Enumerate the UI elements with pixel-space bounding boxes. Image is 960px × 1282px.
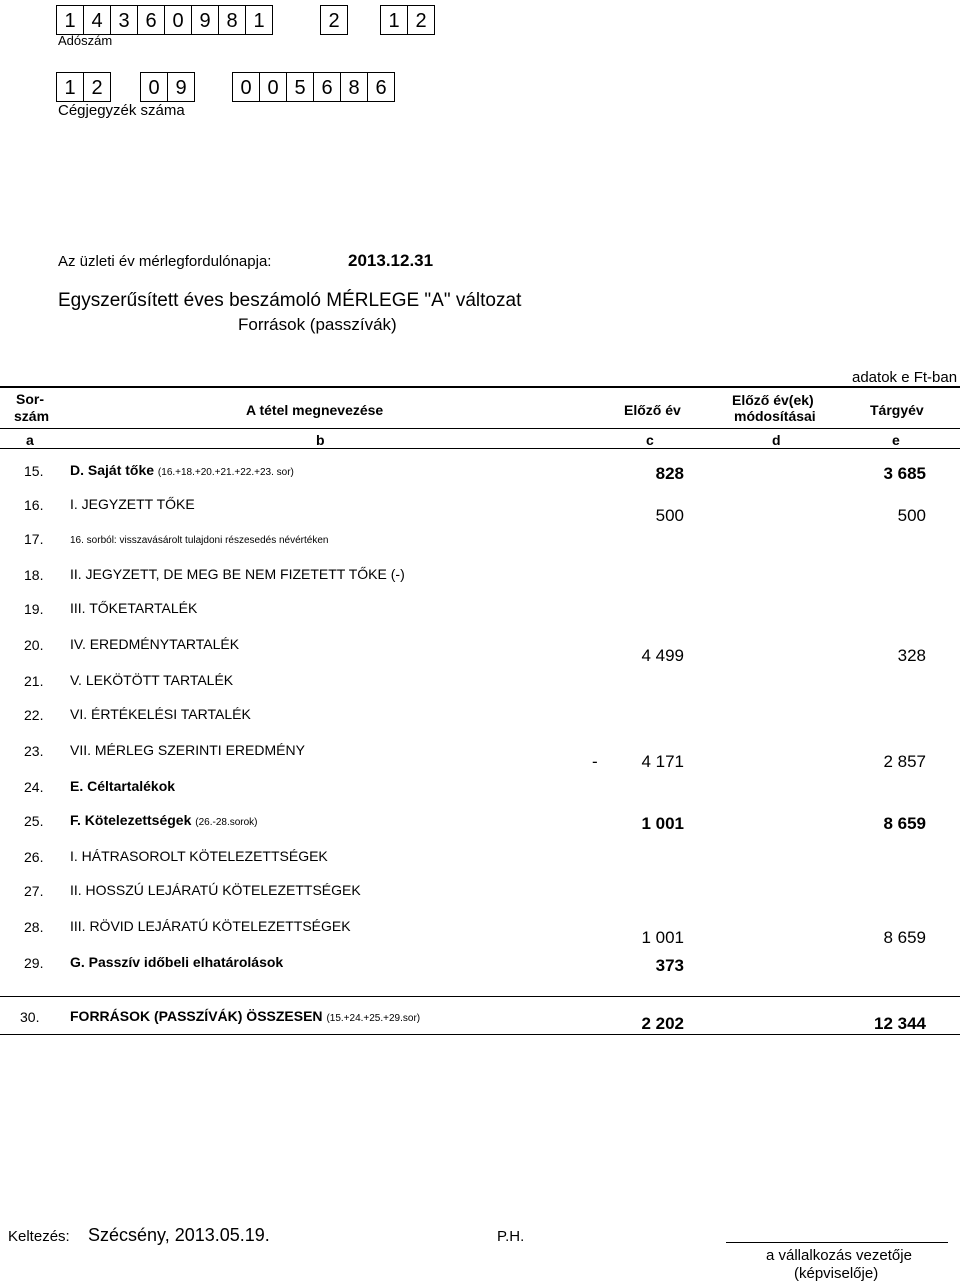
cegjegyzek-group-3 — [232, 72, 395, 102]
row-small-label: (26.-28.sorok) — [195, 817, 258, 828]
page-title: Egyszerűsített éves beszámoló MÉRLEGE "A" változat — [58, 290, 522, 311]
row-cur-value: 8 659 — [883, 814, 926, 833]
row-label — [70, 954, 283, 970]
adoszam-group-2 — [320, 5, 348, 35]
table-row — [0, 668, 960, 702]
letter-e: e — [892, 432, 900, 448]
table-row — [0, 492, 960, 526]
total-small-label: (15.+24.+25.+29.sor) — [326, 1013, 421, 1024]
adoszam-group-3 — [380, 5, 435, 35]
row-prev-value: 828 — [655, 464, 684, 483]
row-label — [70, 882, 361, 898]
row-cur-value: 500 — [897, 506, 926, 525]
adoszam-digit: 2 — [320, 5, 348, 35]
adoszam-digit: 9 — [191, 5, 219, 35]
row-number: 18. — [24, 567, 44, 583]
cegjegyzek-digit: 1 — [56, 72, 84, 102]
unit-note: adatok e Ft-ban — [852, 369, 958, 386]
row-number: 24. — [24, 779, 44, 795]
row-cur-value: 328 — [897, 646, 926, 665]
cegjegyzek-label: Cégjegyzék száma — [58, 102, 185, 119]
row-item-label: I. HÁTRASOROLT KÖTELEZETTSÉGEK — [70, 848, 328, 864]
row-item-label: VI. ÉRTÉKELÉSI TARTALÉK — [70, 706, 251, 722]
row-number: 21. — [24, 673, 44, 689]
table-row — [0, 914, 960, 948]
adoszam-digit: 1 — [245, 5, 273, 35]
cegjegyzek-digit: 9 — [167, 72, 195, 102]
row-prev-value: 1 001 — [641, 814, 684, 833]
row-label — [70, 462, 294, 478]
row-label — [70, 530, 328, 546]
adoszam-label: Adószám — [58, 33, 113, 48]
letter-c: c — [646, 432, 654, 448]
row-prev-value: 500 — [655, 506, 684, 525]
signature-line — [726, 1242, 948, 1243]
letter-a: a — [26, 432, 34, 448]
table-row — [0, 774, 960, 808]
row-prev-value: 4 171 — [641, 752, 684, 771]
row-number: 15. — [24, 463, 44, 479]
adoszam-digit: 8 — [218, 5, 246, 35]
signer-line-1: a vállalkozás vezetője — [766, 1247, 912, 1264]
table-row — [0, 844, 960, 878]
adoszam-digit: 6 — [137, 5, 165, 35]
row-item-label: V. LEKÖTÖTT TARTALÉK — [70, 672, 234, 688]
row-label — [70, 742, 305, 758]
header-modositas-2: módosításai — [734, 408, 816, 424]
mergeford-value: 2013.12.31 — [348, 251, 434, 270]
adoszam-digit: 4 — [83, 5, 111, 35]
row-label — [70, 778, 175, 794]
table-row — [0, 808, 960, 842]
row-label — [70, 636, 239, 652]
row-prev-value: 4 499 — [641, 646, 684, 665]
row-number: 28. — [24, 919, 44, 935]
header-sorszam-2: szám — [14, 408, 50, 424]
adoszam-digit: 0 — [164, 5, 192, 35]
row-item-label: VII. MÉRLEG SZERINTI EREDMÉNY — [70, 742, 305, 758]
header-sorszam-1: Sor- — [16, 391, 44, 407]
cegjegyzek-group-1 — [56, 72, 111, 102]
table-header — [0, 386, 960, 448]
header-tetel: A tétel megnevezése — [246, 402, 384, 418]
cegjegyzek-digit: 0 — [140, 72, 168, 102]
letter-d: d — [772, 432, 781, 448]
row-label — [70, 566, 405, 582]
row-label — [70, 672, 233, 688]
signer-line-2: (képviselője) — [794, 1265, 879, 1282]
row-cur-value: 3 685 — [883, 464, 926, 483]
row-item-label: II. HOSSZÚ LEJÁRATÚ KÖTELEZETTSÉGEK — [70, 882, 361, 898]
row-item-label: III. TŐKETARTALÉK — [70, 600, 198, 616]
row-number: 26. — [24, 849, 44, 865]
table-row — [0, 526, 960, 560]
cegjegyzek-digit: 5 — [286, 72, 314, 102]
adoszam-digit: 3 — [110, 5, 138, 35]
total-label — [70, 1008, 420, 1024]
header-modositas-1: Előző év(ek) — [732, 392, 814, 408]
keltezes-label: Keltezés: — [8, 1228, 70, 1245]
row-label — [70, 812, 258, 828]
table-row — [0, 632, 960, 666]
ph-label: P.H. — [497, 1228, 525, 1245]
total-row — [0, 996, 960, 1036]
cegjegyzek-digit: 0 — [232, 72, 260, 102]
row-number: 17. — [24, 531, 44, 547]
row-item-label: IV. EREDMÉNYTARTALÉK — [70, 636, 240, 652]
row-number: 27. — [24, 883, 44, 899]
row-prev-value: 1 001 — [641, 928, 684, 947]
row-cur-value: 8 659 — [883, 928, 926, 947]
cegjegyzek-digit: 2 — [83, 72, 111, 102]
row-label — [70, 600, 197, 616]
table-row — [0, 562, 960, 596]
row-label — [70, 918, 351, 934]
cegjegyzek-digit: 6 — [367, 72, 395, 102]
table-row — [0, 458, 960, 492]
header-targyev: Tárgyév — [870, 402, 924, 418]
row-label — [70, 706, 251, 722]
row-label — [70, 496, 195, 512]
total-cur: 12 344 — [874, 1014, 926, 1033]
cegjegyzek-digit: 6 — [313, 72, 341, 102]
row-bold-label: F. Kötelezettségek — [70, 812, 192, 828]
row-number: 25. — [24, 813, 44, 829]
row-small-label: (16.+18.+20.+21.+22.+23. sor) — [157, 467, 294, 478]
header-elozo: Előző év — [624, 402, 681, 418]
row-bold-label: G. Passzív időbeli elhatárolások — [70, 954, 284, 970]
cegjegyzek-digit: 0 — [259, 72, 287, 102]
row-small-label: 16. sorból: visszavásárolt tulajdoni részesedés névértéken — [70, 535, 329, 546]
page-subtitle: Források (passzívák) — [238, 315, 397, 334]
cegjegyzek-digit: 8 — [340, 72, 368, 102]
row-cur-value: 2 857 — [883, 752, 926, 771]
row-prev-sign: - — [592, 752, 598, 771]
row-bold-label: D. Saját tőke — [70, 462, 155, 478]
row-number: 20. — [24, 637, 44, 653]
total-num: 30. — [20, 1009, 40, 1025]
total-prev: 2 202 — [641, 1014, 684, 1033]
adoszam-group-1 — [56, 5, 273, 35]
adoszam-digit: 1 — [380, 5, 408, 35]
keltezes-value: Szécsény, 2013.05.19. — [88, 1225, 270, 1245]
table-row — [0, 738, 960, 772]
row-number: 22. — [24, 707, 44, 723]
table-row — [0, 878, 960, 912]
letter-b: b — [316, 432, 325, 448]
table-row — [0, 596, 960, 630]
row-item-label: I. JEGYZETT TŐKE — [70, 496, 195, 512]
row-item-label: II. JEGYZETT, DE MEG BE NEM FIZETETT TŐKE (-) — [70, 566, 405, 582]
adoszam-digit: 1 — [56, 5, 84, 35]
row-number: 29. — [24, 955, 44, 971]
row-bold-label: E. Céltartalékok — [70, 778, 176, 794]
row-number: 19. — [24, 601, 44, 617]
mergeford-label: Az üzleti év mérlegfordulónapja: — [58, 253, 272, 270]
adoszam-digit: 2 — [407, 5, 435, 35]
row-number: 16. — [24, 497, 44, 513]
row-prev-value: 373 — [655, 956, 684, 975]
cegjegyzek-group-2 — [140, 72, 195, 102]
row-item-label: III. RÖVID LEJÁRATÚ KÖTELEZETTSÉGEK — [70, 918, 351, 934]
row-label — [70, 848, 328, 864]
total-bold-label: FORRÁSOK (PASSZÍVÁK) ÖSSZESEN — [70, 1008, 323, 1024]
table-row — [0, 950, 960, 984]
table-row — [0, 702, 960, 736]
row-number: 23. — [24, 743, 44, 759]
